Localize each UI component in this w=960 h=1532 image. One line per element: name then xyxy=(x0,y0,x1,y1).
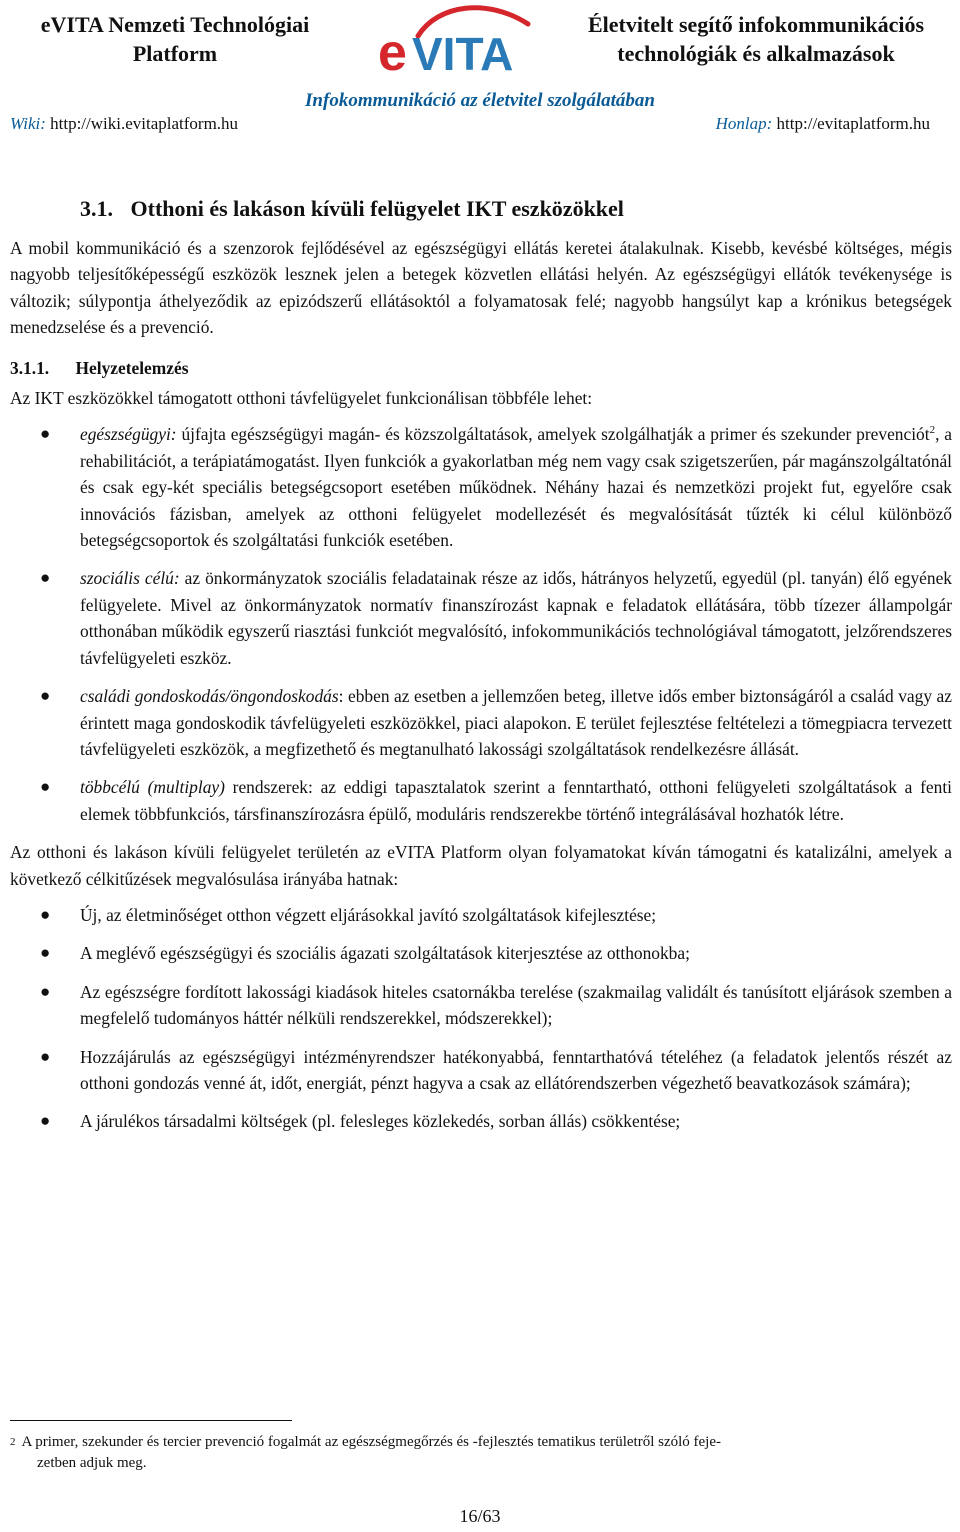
platform-name-line2: Platform xyxy=(132,41,218,66)
subsection-heading xyxy=(10,355,952,381)
platform-subtitle xyxy=(566,10,946,68)
list-item-term: szociális célú: xyxy=(80,568,180,589)
footnote-text-line1: A primer, szekunder és tercier prevenció fogalmát az egészségmegőrzés és -fejlesztés tematikus területről szóló feje- xyxy=(21,1434,722,1450)
bullet-icon: ● xyxy=(40,943,51,963)
section-heading xyxy=(80,193,952,225)
bullet-icon: ● xyxy=(40,1111,51,1131)
section-number: 3.1. xyxy=(80,196,113,221)
list-item-text: Új, az életminőséget otthon végzett eljárásokkal javító szolgáltatások kifejlesztése; xyxy=(80,904,657,925)
section-intro: A mobil kommunikáció és a szenzorok fejlődésével az egészségügyi ellátás keretei átalakulnak. Kisebb, kevésbé költséges, mégis nagyobb teljesítőképességű eszközök lesznek jelen a betegek közvetlen ellátási helyén. Az egészségügyi ellátók tevékenysége is változik; súlypontja áthelyeződik az epizódszerű ellátásoktól a folyamatosak felé; nagyobb hangsúlyt kap a krónikus betegségek menedzselése és a prevenció. xyxy=(10,238,952,338)
bullet-icon: ● xyxy=(40,686,51,706)
page-number: 16/63 xyxy=(459,1506,501,1526)
home-link[interactable] xyxy=(716,114,930,134)
subsection-number: 3.1.1. xyxy=(10,357,50,378)
logo-e: e xyxy=(378,24,407,82)
list-item-text: az önkormányzatok szociális feladatainak része az idős, hátrányos helyzetű, egyedül (pl. tanyán) élő egyének felügyelete. Mivel az önkormányzatok normatív finanszírozást kapnak e feladatok ellátására, több tízezer állampolgár otthonában működik egyszerű riasztási funkciót megvalósító, infokommunikációs technológiával támogatott, jelzőrendszeres távfelügyeleti eszköz. xyxy=(80,568,953,668)
list-item xyxy=(10,774,952,827)
platform-subtitle-line2: technológiák és alkalmazások xyxy=(617,41,895,66)
platform-name-line1: eVITA Nemzeti Technológiai xyxy=(40,12,310,37)
bullet-icon: ● xyxy=(40,424,51,444)
bullet-icon: ● xyxy=(40,777,51,797)
list-item-term: egészségügyi: xyxy=(80,424,177,445)
platform-subtitle-line1: Életvitelt segítő infokommunikációs xyxy=(587,12,925,37)
section-title: Otthoni és lakáson kívüli felügyelet IKT eszközökkel xyxy=(130,196,624,221)
goals-intro: Az otthoni és lakáson kívüli felügyelet területén az eVITA Platform olyan folyamatokat kíván támogatni és katalizálni, amelyek a következő célkitűzések megvalósulása irányába hatnak: xyxy=(10,842,952,889)
page-header xyxy=(0,0,960,140)
list-item xyxy=(10,1108,952,1134)
wiki-link[interactable] xyxy=(10,114,238,133)
function-types-list xyxy=(10,421,952,827)
list-item-text: Hozzájárulás az egészségügyi intézményrendszer hatékonyabbá, fenntarthatóvá tételéhez (a feladatok jelentős részét az otthoni gondozás venné át, időt, energiát, pénzt hagyva a csak az ellátórendszerben végezhető beavatkozások számára); xyxy=(80,1046,952,1093)
list-item-text: A járulékos társadalmi költségek (pl. felesleges közlekedés, sorban állás) csökkentése; xyxy=(80,1111,681,1132)
bullet-icon: ● xyxy=(40,568,51,588)
wiki-label: Wiki: xyxy=(10,114,46,133)
list-item-text: A meglévő egészségügyi és szociális ágazati szolgáltatások kiterjesztése az otthonokba; xyxy=(80,943,690,964)
platform-name xyxy=(10,10,340,68)
header-links xyxy=(10,114,930,134)
list-item xyxy=(10,1044,952,1097)
goals-list xyxy=(10,902,952,1135)
wiki-url[interactable]: http://wiki.evitaplatform.hu xyxy=(50,114,239,133)
bullet-icon: ● xyxy=(40,981,51,1001)
list-item-text: , a rehabilitációt, a terápiatámogatást. Ilyen funkciók a gyakorlatban még nem vagy csak szigetszerűen, pár magánszolgáltatónál és csak egy-két speciális betegségcsoport esetében működnek. Néhány hazai és nemzetközi projekt fut, egyelőre csak innovációs fázisban, amelyek az otthoni felügyelet modellezését és megvalósítását tűzték ki célul különböző betegségcsoportok és szolgáltatási funkciók esetében. xyxy=(80,424,952,551)
footnote xyxy=(10,1432,940,1474)
footnote-ref[interactable]: 2 xyxy=(929,424,936,437)
home-label: Honlap: xyxy=(715,114,773,133)
list-item xyxy=(10,902,952,928)
list-item-text: rendszerek: az eddigi tapasztalatok szerint a fenntartható, otthoni felügyeleti szolgáltatások a fenti elemek többfunkciós, társfinanszírozásra épülő, moduláris rendszerekbe történő integrálásával hozhatók létre. xyxy=(80,777,952,824)
subsection-intro: Az IKT eszközökkel támogatott otthoni távfelügyelet funkcionálisan többféle lehet: xyxy=(10,388,593,409)
bullet-icon: ● xyxy=(40,904,51,924)
list-item-text: Az egészségre fordított lakossági kiadások hiteles csatornákba terelése (szakmailag validált és tanúsított eljárások szemben a megfelelő tudományos háttér nélküli rendszerekkel, módszerekkel); xyxy=(80,981,952,1029)
footnote-number: 2 xyxy=(10,1436,16,1448)
logo-vita: VITA xyxy=(412,28,514,80)
page-content xyxy=(10,193,952,1147)
tagline: Infokommunikáció az életvitel szolgálatában xyxy=(305,90,655,111)
footnote-text-line2: zetben adjuk meg. xyxy=(37,1455,147,1471)
list-item xyxy=(10,979,952,1032)
list-item xyxy=(10,565,952,671)
home-url[interactable]: http://evitaplatform.hu xyxy=(776,114,930,133)
footnote-divider xyxy=(10,1420,292,1421)
list-item-text: újfajta egészségügyi magán- és közszolgáltatások, amelyek szolgálhatják a primer és szekunder prevenciót xyxy=(176,424,930,445)
evita-logo xyxy=(378,2,538,82)
subsection-title: Helyzetelemzés xyxy=(75,357,189,378)
list-item xyxy=(10,421,952,553)
list-item-term: családi gondoskodás/öngondoskodás xyxy=(80,686,339,707)
list-item xyxy=(10,683,952,762)
list-item xyxy=(10,940,952,966)
list-item-term: többcélú (multiplay) xyxy=(80,777,225,798)
list-item-text: : ebben az esetben a jellemzően beteg, illetve idős ember biztonságáról a család vagy az érintett maga gondoskodik távfelügyeleti eszközökkel, piaci alapokon. E terület fejlesztése feltételezi a tömegpiacra tervezett távfelügyeleti eszközök, a megfizethető és megtanulható lakossági szolgáltatások rendelkezésre állását. xyxy=(80,686,952,759)
bullet-icon: ● xyxy=(40,1046,51,1066)
